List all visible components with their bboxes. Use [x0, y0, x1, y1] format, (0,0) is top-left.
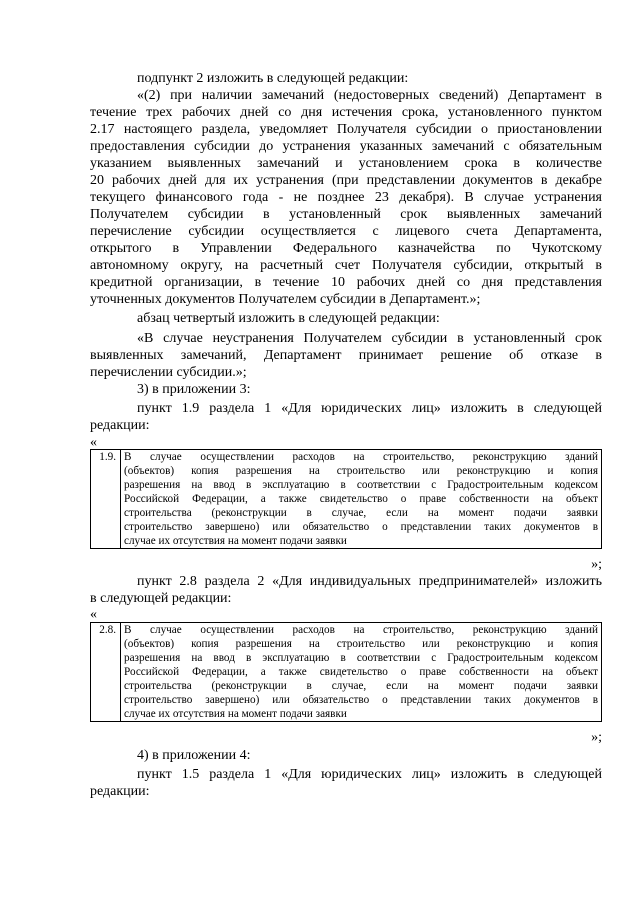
table-text-line: разрешения на ввод в эксплуатацию в соответствии с Градостроительным кодексом: [124, 479, 598, 491]
paragraph-appendix-3: 3) в приложении 3:: [137, 382, 251, 397]
paragraph-appendix-4: 4) в приложении 4:: [137, 748, 251, 763]
paragraph-2-line: автономному округу, на расчетный счет Получателя субсидии, открытый в: [90, 258, 602, 273]
paragraph-2-line: Получателем субсидии в установленный срок выявленных замечаний: [90, 207, 602, 222]
table-cell-text: [121, 623, 602, 722]
table-cell-number: 1.9.: [91, 450, 121, 549]
paragraph-point-2-8-line: пункт 2.8 раздела 2 «Для индивидуальных предпринимателей» изложить: [137, 574, 602, 589]
paragraph-2-line: 20 рабочих дней для их устранения (при представлении документов в декабре: [90, 173, 602, 188]
table-text-line: разрешения на ввод в эксплуатацию в соответствии с Градостроительным кодексом: [124, 652, 598, 664]
paragraph-2-line: указанием выявленных замечаний и установлением срока в количестве: [90, 156, 602, 171]
table-text-line: В случае осуществлении расходов на строительство, реконструкцию зданий: [124, 451, 598, 463]
table-text-line: строительства (реконструкции в случае, если на момент подачи заявки: [124, 507, 598, 519]
paragraph-point-1-5-line: пункт 1.5 раздела 1 «Для юридических лиц» изложить в следующей: [137, 767, 602, 782]
paragraph-subpoint-2-heading: подпункт 2 изложить в следующей редакции:: [137, 71, 409, 86]
paragraph-refusal-line: «В случае неустранения Получателем субсидии в установленный срок: [137, 331, 602, 346]
paragraph-2-line: кредитной организации, в течение 10 рабочих дней со дня представления: [90, 275, 602, 290]
opening-quote: «: [90, 435, 97, 450]
table-text-line: (объектов) копия разрешения на строительство или реконструкцию и копия: [124, 465, 598, 477]
paragraph-2-line: открытого в Управлении Федерального казначейства по Чукотскому: [90, 241, 602, 256]
table-text-line: В случае осуществлении расходов на строительство, реконструкцию зданий: [124, 624, 598, 636]
table-text-line: Российской Федерации, а также свидетельство о праве собственности на объект: [124, 666, 598, 678]
paragraph-point-1-5-line: редакции:: [90, 784, 150, 799]
paragraph-2-line: уточненных документов Получателем субсидии в Департамент.»;: [90, 292, 481, 307]
paragraph-refusal-line: перечислении субсидии.»;: [90, 365, 247, 380]
paragraph-refusal-line: выявленных замечаний, Департамент принимает решение об отказе в: [90, 348, 602, 363]
table-text-line: (объектов) копия разрешения на строительство или реконструкцию и копия: [124, 638, 598, 650]
point-2-8-table: [90, 622, 602, 722]
opening-quote: «: [90, 607, 97, 622]
closing-quote: »;: [591, 557, 602, 572]
table-text-line: строительство завершено) или обязательство о представлении таких документов в: [124, 694, 598, 706]
paragraph-point-1-9-line: пункт 1.9 раздела 1 «Для юридических лиц» изложить в следующей: [137, 401, 602, 416]
table-row: [91, 450, 602, 549]
table-text-line: случае их отсутствия на момент подачи заявки: [124, 535, 347, 547]
paragraph-2-line: 2.17 настоящего раздела, уведомляет Получателя субсидии о приостановлении: [90, 122, 602, 137]
table-text-line: Российской Федерации, а также свидетельство о праве собственности на объект: [124, 493, 598, 505]
paragraph-2-line: течение трех рабочих дней со дня истечения срока, установленного пунктом: [90, 105, 602, 120]
table-row: [91, 623, 602, 722]
paragraph-2-line: перечисление субсидии осуществляется с лицевого счета Департамента,: [90, 224, 602, 239]
paragraph-point-2-8-line: в следующей редакции:: [90, 591, 232, 606]
table-cell-text: [121, 450, 602, 549]
paragraph-point-1-9-line: редакции:: [90, 418, 150, 433]
point-1-9-table: [90, 449, 602, 549]
paragraph-2-line: предоставления субсидии до устранения указанных замечаний с обязательным: [90, 139, 602, 154]
paragraph-2-line: «(2) при наличии замечаний (недостоверных сведений) Департамент в: [137, 88, 602, 103]
table-text-line: случае их отсутствия на момент подачи заявки: [124, 708, 347, 720]
table-text-line: строительства (реконструкции в случае, если на момент подачи заявки: [124, 680, 598, 692]
paragraph-2-line: текущего финансового года - не позднее 23 декабря). В случае устранения: [90, 190, 602, 205]
closing-quote: »;: [591, 730, 602, 745]
paragraph-fourth-abzac-heading: абзац четвертый изложить в следующей редакции:: [137, 311, 440, 326]
table-cell-number: 2.8.: [91, 623, 121, 722]
table-text-line: строительство завершено) или обязательство о представлении таких документов в: [124, 521, 598, 533]
